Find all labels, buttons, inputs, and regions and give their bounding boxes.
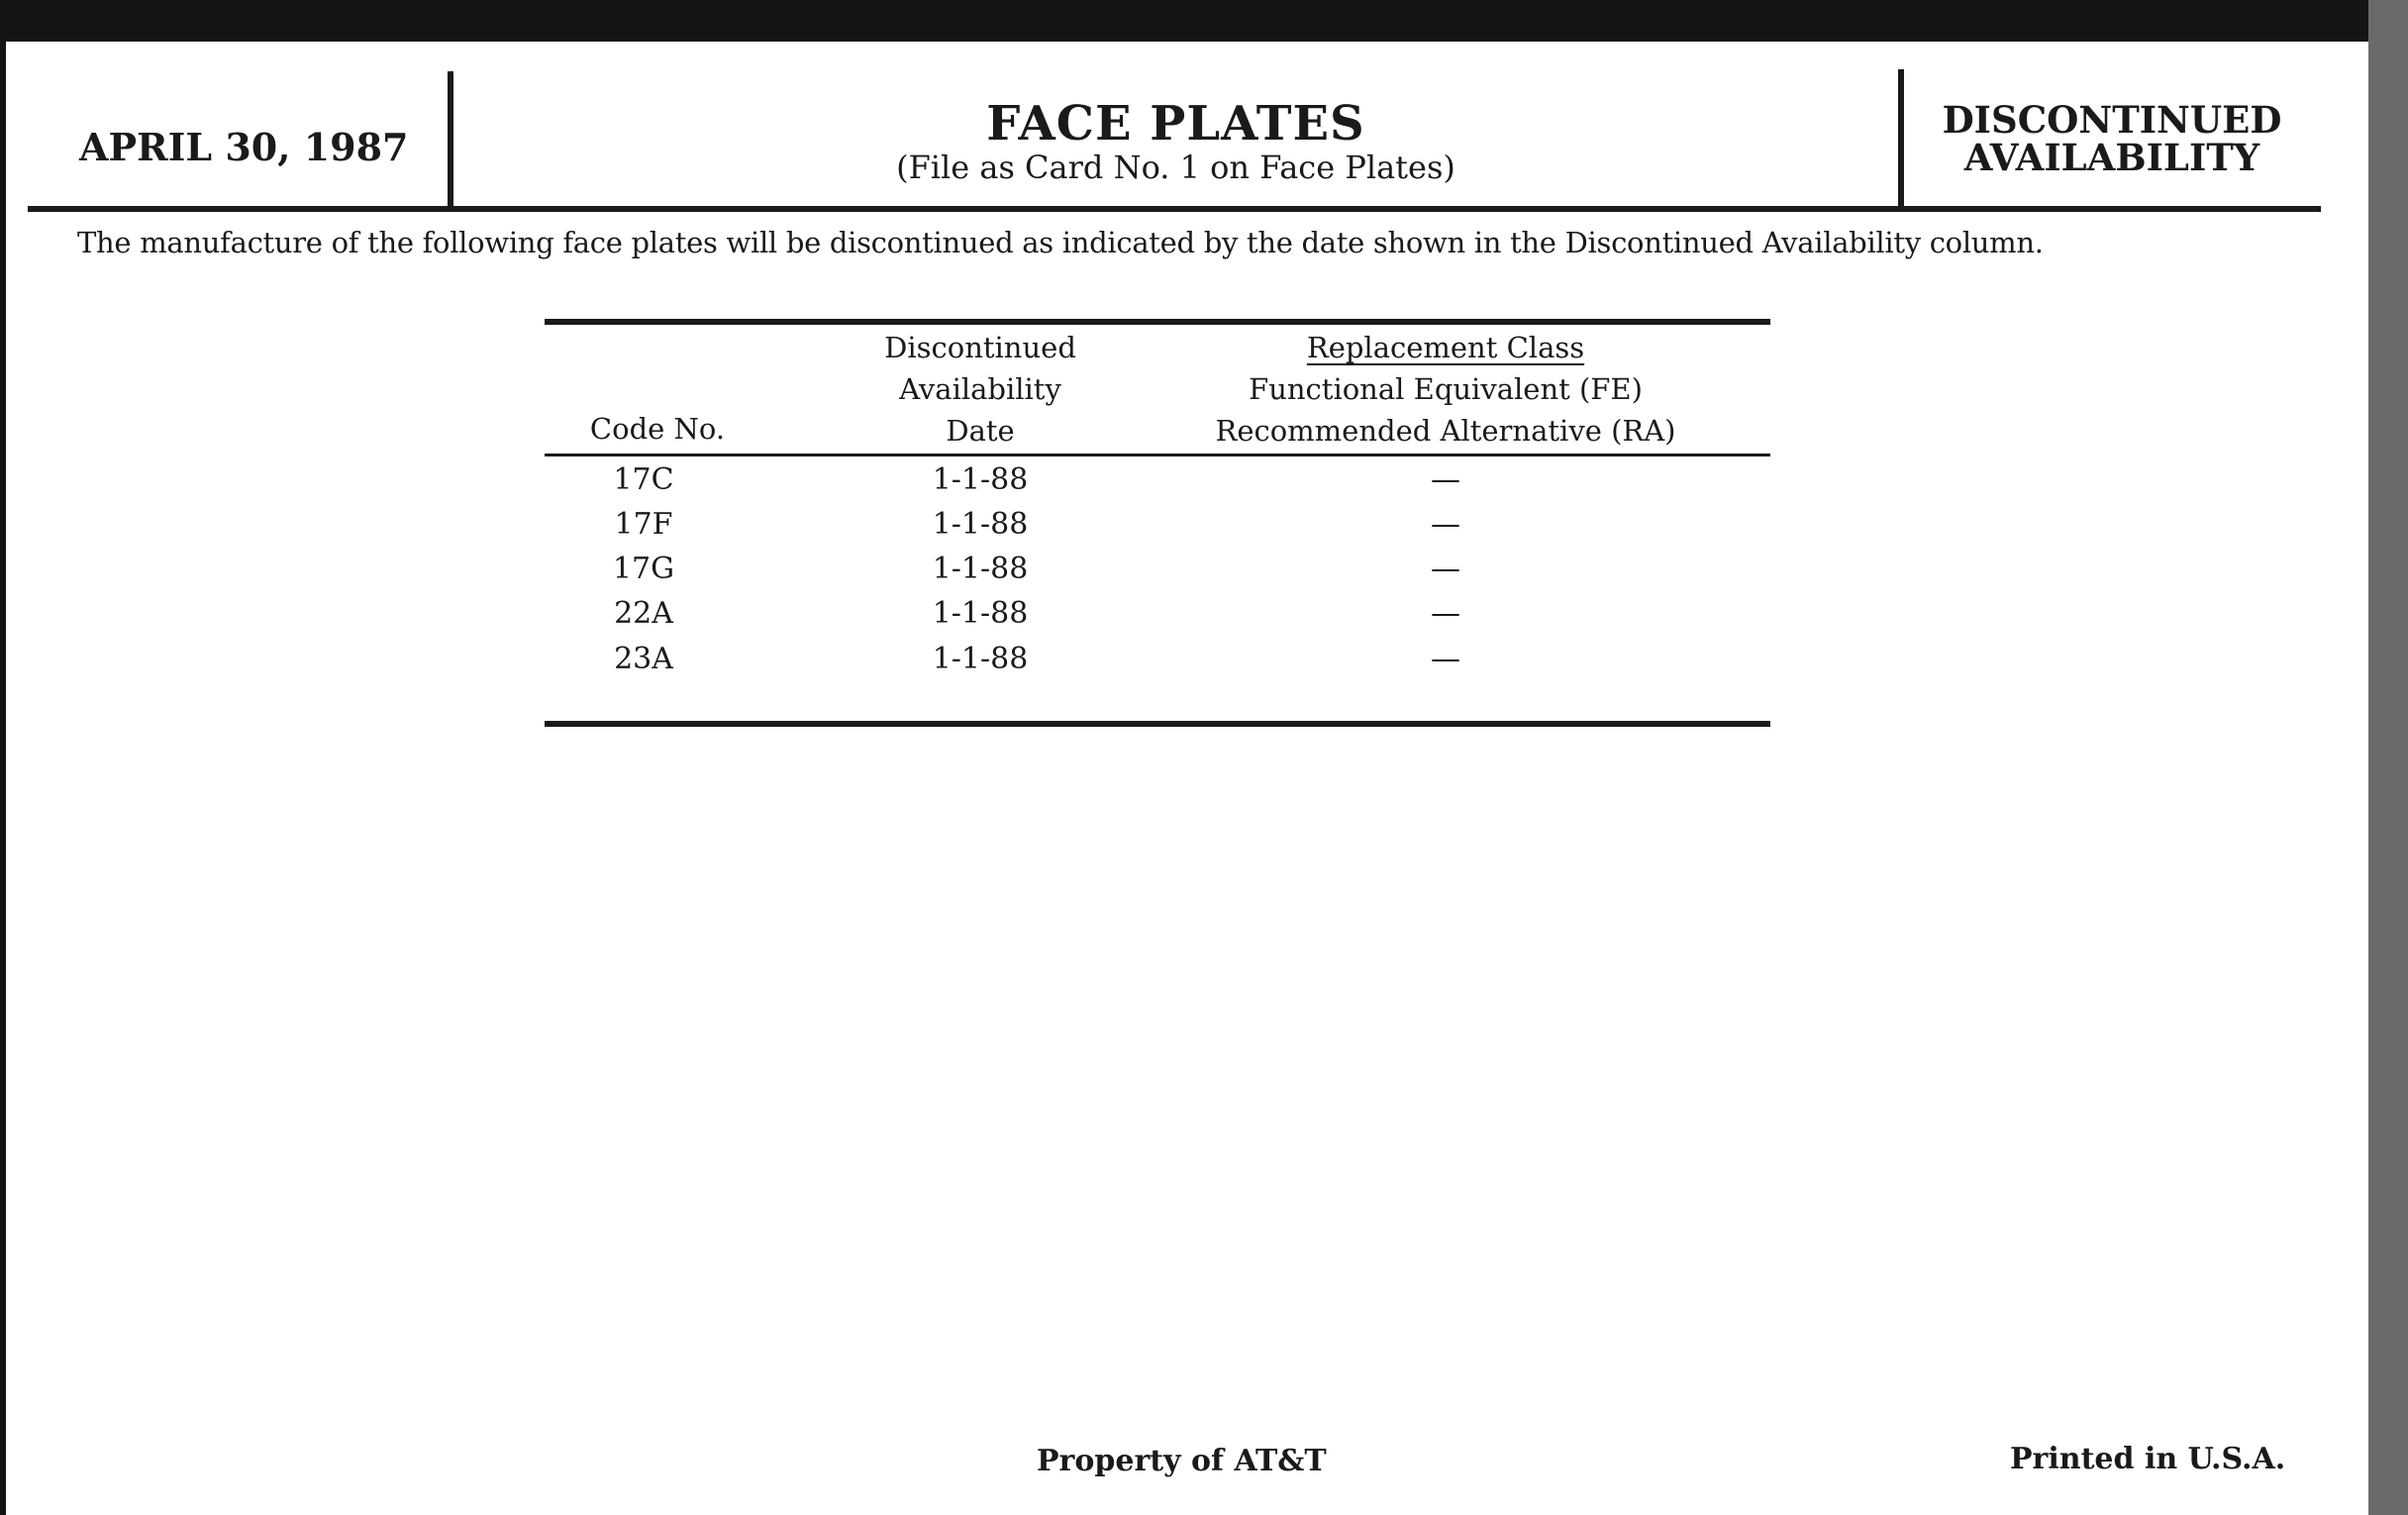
intro-paragraph: The manufacture of the following face plates will be discontinued as indicated by the date shown in the Discontinued Availability column. [77, 226, 2044, 259]
table-row [545, 591, 1770, 636]
cell-code: 17G [612, 552, 675, 586]
table-row [545, 457, 1770, 502]
cell-code: 22A [614, 596, 673, 631]
cell-replacement: — [1431, 552, 1460, 586]
column-header-date-line2: Availability [899, 372, 1061, 406]
column-header-date-line1: Discontinued [884, 331, 1076, 364]
column-header-date-line3: Date [946, 414, 1015, 448]
table-rule-top [545, 319, 1770, 325]
table-row [545, 637, 1770, 681]
status-heading-line1: DISCONTINUED [1942, 98, 2282, 142]
footer-printed: Printed in U.S.A. [2010, 1442, 2286, 1476]
table-row [545, 547, 1770, 591]
column-header-date [842, 327, 1119, 452]
cell-date: 1-1-88 [932, 552, 1029, 586]
document-card [6, 42, 2368, 1515]
issue-date: APRIL 30, 1987 [79, 125, 409, 169]
scan-border-right [2368, 0, 2408, 1515]
scan-border-top [0, 0, 2408, 42]
cell-date: 1-1-88 [932, 507, 1029, 542]
cell-replacement: — [1431, 507, 1460, 542]
cell-code: 23A [614, 642, 673, 676]
column-header-code: Code No. [589, 412, 726, 446]
table-rule-header [545, 454, 1770, 456]
cell-date: 1-1-88 [932, 642, 1029, 676]
cell-date: 1-1-88 [932, 462, 1029, 497]
footer-owner: Property of AT&T [1037, 1444, 1327, 1478]
cell-replacement: — [1431, 596, 1460, 631]
cell-code: 17C [613, 462, 674, 497]
document-title: FACE PLATES [986, 96, 1365, 152]
table-row [545, 502, 1770, 547]
column-header-replacement-line2: Functional Equivalent (FE) [1249, 372, 1643, 406]
cell-replacement: — [1431, 462, 1460, 497]
cell-replacement: — [1431, 642, 1460, 676]
status-heading [1904, 98, 2320, 179]
column-header-replacement [1188, 327, 1703, 452]
cell-date: 1-1-88 [932, 596, 1029, 631]
status-heading-line2: AVAILABILITY [1963, 136, 2260, 179]
table-rule-bottom [545, 721, 1770, 727]
header-rule [28, 206, 2321, 212]
column-header-replacement-line3: Recommended Alternative (RA) [1215, 414, 1676, 448]
document-subtitle: (File as Card No. 1 on Face Plates) [896, 149, 1455, 186]
column-header-replacement-line1: Replacement Class [1306, 331, 1585, 364]
cell-code: 17F [614, 507, 673, 542]
